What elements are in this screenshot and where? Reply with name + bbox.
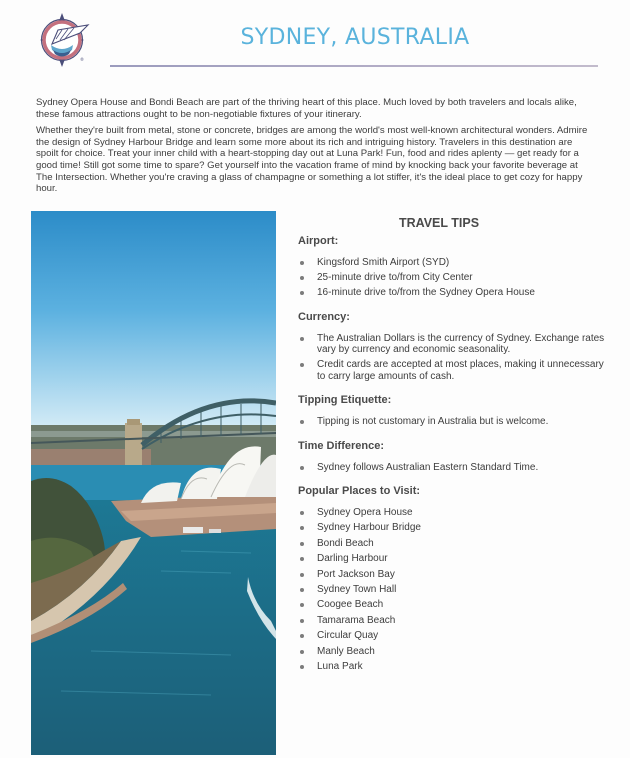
section-heading: Tipping Etiquette: bbox=[298, 394, 392, 407]
travel-tips-title: TRAVEL TIPS bbox=[398, 216, 480, 230]
popular-places-section bbox=[296, 485, 606, 672]
list-item-text: Darling Harbour bbox=[317, 553, 388, 565]
tipping-section bbox=[296, 394, 606, 428]
list-item bbox=[317, 359, 606, 382]
list-item bbox=[317, 569, 606, 581]
list-item-text: Coogee Beach bbox=[317, 599, 384, 611]
harbour-image bbox=[31, 211, 276, 755]
list-item bbox=[317, 553, 606, 565]
bullet-icon bbox=[300, 420, 304, 424]
list-item-text: Bondi Beach bbox=[317, 537, 374, 549]
time-difference-section bbox=[296, 440, 606, 474]
bullet-icon bbox=[300, 466, 304, 470]
bullet-icon bbox=[300, 557, 304, 561]
list-item bbox=[317, 522, 606, 534]
list-item bbox=[317, 599, 606, 611]
list-item-text: Luna Park bbox=[317, 661, 363, 672]
tipping-list bbox=[296, 416, 606, 428]
list-item-text: Circular Quay bbox=[317, 630, 379, 642]
bullet-icon bbox=[300, 603, 304, 607]
list-item-text: 25-minute drive to/from City Center bbox=[317, 272, 473, 283]
bullet-icon bbox=[300, 665, 304, 669]
list-item bbox=[317, 507, 606, 519]
list-item-text: Sydney Town Hall bbox=[317, 584, 397, 596]
bullet-icon bbox=[300, 650, 304, 654]
bullet-icon bbox=[300, 634, 304, 638]
bullet-icon bbox=[300, 526, 304, 530]
title-divider bbox=[110, 65, 598, 67]
list-item-text: The Australian Dollars is the currency of Sydney. Exchange rates vary by currency and economic seasonality. bbox=[317, 332, 605, 355]
time-difference-list bbox=[296, 462, 606, 474]
list-item bbox=[317, 333, 606, 356]
list-item bbox=[317, 287, 606, 299]
currency-section bbox=[296, 311, 606, 383]
list-item-text: Sydney follows Australian Eastern Standard Time. bbox=[317, 461, 539, 473]
bullet-icon bbox=[300, 261, 304, 265]
list-item-text: Sydney Harbour Bridge bbox=[317, 522, 421, 534]
list-item-text: Credit cards are accepted at most places, making it unnecessary to carry large amounts of cash. bbox=[317, 359, 604, 382]
list-item bbox=[317, 584, 606, 596]
section-heading: Popular Places to Visit: bbox=[298, 485, 421, 498]
list-item bbox=[317, 416, 606, 428]
airport-section bbox=[296, 235, 606, 299]
bullet-icon bbox=[300, 511, 304, 515]
list-item-text: Tamarama Beach bbox=[317, 614, 396, 626]
list-item-text: Kingsford Smith Airport (SYD) bbox=[317, 257, 450, 268]
list-item bbox=[317, 272, 606, 284]
bullet-icon bbox=[300, 573, 304, 577]
list-item-text: Port Jackson Bay bbox=[317, 568, 395, 580]
bullet-icon bbox=[300, 276, 304, 280]
list-item-text: Manly Beach bbox=[317, 645, 375, 657]
list-item-text: Tipping is not customary in Australia but is welcome. bbox=[317, 416, 549, 428]
travel-tips-panel bbox=[296, 216, 606, 685]
intro-paragraph: Sydney Opera House and Bondi Beach are part of the thriving heart of this place. Much loved by both travelers and locals alike, these famous attractions ought to be non-negotiable fixtures of your itinerary. bbox=[36, 97, 577, 120]
intro-paragraph: Whether they're built from metal, stone or concrete, bridges are among the world's most well-known architectural wonders. Admire the design of Sydney Harbour Bridge and learn some more about its rich and intriguing history. Travelers in this destination are spoilt for choice. Treat your inner child with a heart-stopping day out at Luna Park! Fun, food and rides aplenty — get ready for a good time! Still got some time to spare? Get yourself into the vacation frame of mind by knocking back your favorite beverage at The Intersection. Whether you're craving a glass of champagne or something a lot stiffer, it's the ideal place to get cozy for happy hour. bbox=[36, 125, 588, 195]
cruise-compass-logo bbox=[38, 13, 96, 67]
list-item-text: 16-minute drive to/from the Sydney Opera House bbox=[317, 287, 535, 298]
intro-text bbox=[36, 97, 596, 200]
section-heading: Time Difference: bbox=[298, 439, 384, 452]
logo-icon bbox=[38, 13, 96, 67]
sydney-harbour-photo bbox=[31, 211, 276, 755]
popular-places-list bbox=[296, 507, 606, 672]
airport-list bbox=[296, 257, 606, 299]
page-title: SYDNEY, AUSTRALIA bbox=[240, 25, 470, 50]
list-item bbox=[317, 257, 606, 269]
list-item bbox=[317, 661, 606, 673]
list-item bbox=[317, 615, 606, 627]
list-item bbox=[317, 462, 606, 474]
section-heading: Currency: bbox=[298, 310, 350, 323]
bullet-icon bbox=[300, 542, 304, 546]
bullet-icon bbox=[300, 619, 304, 623]
list-item bbox=[317, 538, 606, 550]
currency-list bbox=[296, 333, 606, 383]
bullet-icon bbox=[300, 291, 304, 295]
list-item bbox=[317, 630, 606, 642]
bullet-icon bbox=[300, 337, 304, 341]
list-item bbox=[317, 646, 606, 658]
svg-text:®: ® bbox=[80, 57, 84, 62]
list-item-text: Sydney Opera House bbox=[317, 507, 413, 519]
section-heading: Airport: bbox=[298, 235, 339, 247]
bullet-icon bbox=[300, 588, 304, 592]
bullet-icon bbox=[300, 363, 304, 367]
